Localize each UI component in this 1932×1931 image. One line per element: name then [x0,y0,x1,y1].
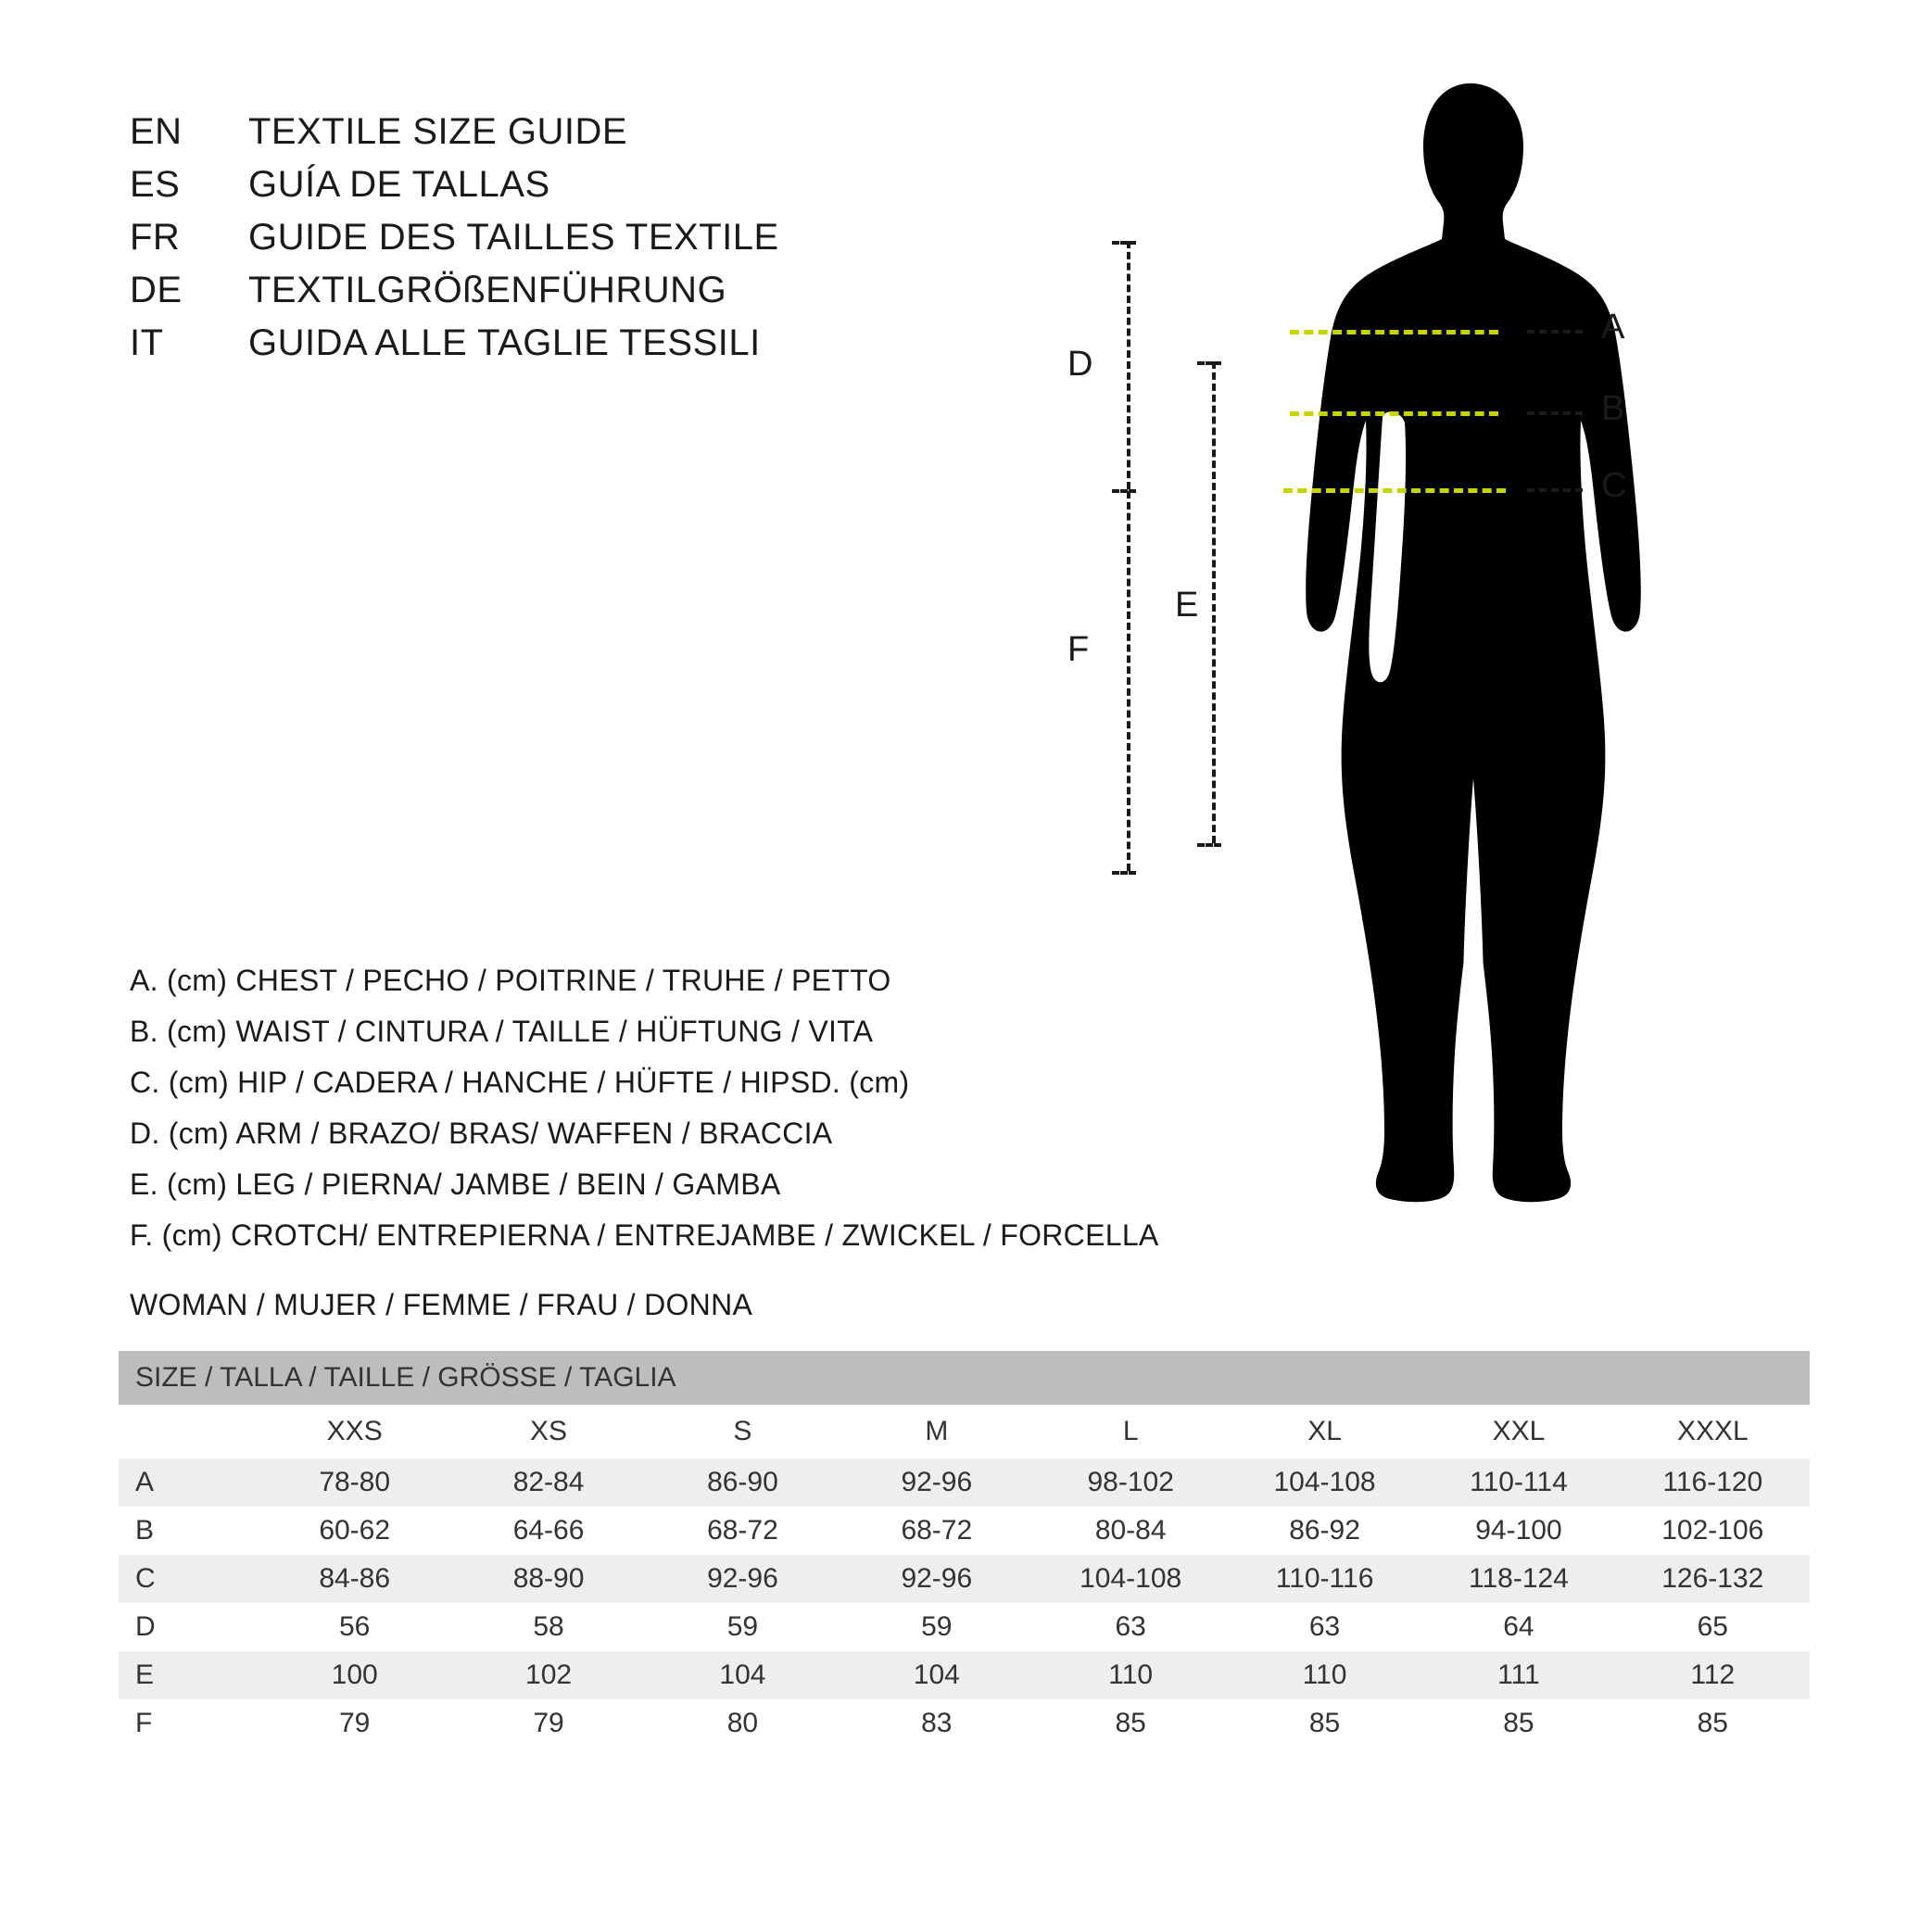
legend-item-c: C. (cm) HIP / CADERA / HANCHE / HÜFTE / HIPSD. (cm) [130,1066,910,1099]
size-header-s: S [646,1405,840,1458]
cell: 59 [646,1603,840,1651]
cell: 110 [1034,1651,1228,1699]
cell: 82-84 [451,1458,645,1507]
cell: 84-86 [258,1555,451,1603]
cell: 110-116 [1228,1555,1421,1603]
cell: 98-102 [1034,1458,1228,1507]
marker-label-a: A [1601,308,1625,347]
arm-dimension-bar [1127,241,1130,489]
language-code: DE [130,270,183,310]
table-row [119,1651,1810,1699]
cell: 92-96 [840,1458,1033,1507]
cell: 63 [1034,1603,1228,1651]
table-row [119,1603,1810,1651]
cell: 104-108 [1228,1458,1421,1507]
waist-measure-line [1290,411,1498,416]
language-title: GUIDA ALLE TAGLIE TESSILI [248,322,761,363]
cell: 64-66 [451,1507,645,1555]
language-title-block [130,111,964,375]
cell: 118-124 [1421,1555,1615,1603]
table-row [119,1699,1810,1748]
table-row [119,1507,1810,1555]
size-header-xxs: XXS [258,1405,451,1458]
arm-dimension-tick-top [1112,241,1136,245]
cell: 102 [451,1651,645,1699]
cell: 102-106 [1616,1507,1810,1555]
legend-item-b: B. (cm) WAIST / CINTURA / TAILLE / HÜFTUNG / VITA [130,1015,874,1048]
size-header-xs: XS [451,1405,645,1458]
arm-dimension-tick-bottom [1112,489,1136,493]
size-header-m: M [840,1405,1033,1458]
cell: 68-72 [646,1507,840,1555]
cell: 110-114 [1421,1458,1615,1507]
sizes-row-blank [119,1405,258,1458]
title-row [130,322,964,364]
cell: 116-120 [1616,1458,1810,1507]
woman-silhouette-icon [1279,74,1668,1214]
marker-label-c: C [1601,466,1627,505]
cell: 104-108 [1034,1555,1228,1603]
cell: 85 [1228,1699,1421,1748]
cell: 79 [258,1699,451,1748]
cell: 59 [840,1603,1033,1651]
cell: 100 [258,1651,451,1699]
cell: 65 [1616,1603,1810,1651]
leg-dimension-bar [1212,361,1216,843]
table-header-band [119,1351,1810,1405]
cell: 79 [451,1699,645,1748]
cell: 112 [1616,1651,1810,1699]
leg-dimension-tick-top [1197,361,1221,365]
cell: 85 [1034,1699,1228,1748]
language-title: TEXTILGRÖßENFÜHRUNG [248,270,727,310]
crotch-dimension-tick-bottom [1112,871,1136,875]
language-code: IT [130,322,164,363]
hip-measure-line [1283,488,1506,493]
cell: 58 [451,1603,645,1651]
language-title: GUIDE DES TAILLES TEXTILE [248,217,779,258]
cell: 111 [1421,1651,1615,1699]
language-code: FR [130,217,181,258]
cell: 64 [1421,1603,1615,1651]
table-header-label: SIZE / TALLA / TAILLE / GRÖSSE / TAGLIA [119,1351,1810,1405]
row-label-d: D [119,1603,258,1651]
size-header-xl: XL [1228,1405,1421,1458]
waist-leader-line [1527,411,1583,415]
cell: 92-96 [840,1555,1033,1603]
cell: 80 [646,1699,840,1748]
cell: 104 [646,1651,840,1699]
size-table [119,1351,1810,1748]
size-header-xxl: XXL [1421,1405,1615,1458]
language-title: GUÍA DE TALLAS [248,164,550,205]
cell: 110 [1228,1651,1421,1699]
cell: 126-132 [1616,1555,1810,1603]
cell: 104 [840,1651,1033,1699]
row-label-a: A [119,1458,258,1507]
legend-item-d: D. (cm) ARM / BRAZO/ BRAS/ WAFFEN / BRACCIA [130,1117,833,1150]
cell: 78-80 [258,1458,451,1507]
language-title: TEXTILE SIZE GUIDE [248,111,628,152]
size-header-xxxl: XXXL [1616,1405,1810,1458]
table-row [119,1555,1810,1603]
row-label-c: C [119,1555,258,1603]
title-row [130,270,964,311]
title-row [130,111,964,153]
language-code: EN [130,111,183,152]
dimension-label-e: E [1175,586,1199,625]
cell: 88-90 [451,1555,645,1603]
legend-item-a: A. (cm) CHEST / PECHO / POITRINE / TRUHE / PETTO [130,964,891,997]
cell: 63 [1228,1603,1421,1651]
cell: 56 [258,1603,451,1651]
chest-leader-line [1527,330,1583,334]
language-code: ES [130,164,181,205]
cell: 86-92 [1228,1507,1421,1555]
table-sizes-row [119,1405,1810,1458]
title-row [130,164,964,206]
size-header-l: L [1034,1405,1228,1458]
legend-item-e: E. (cm) LEG / PIERNA/ JAMBE / BEIN / GAMBA [130,1167,781,1201]
cell: 80-84 [1034,1507,1228,1555]
dimension-label-d: D [1067,345,1093,384]
table-row [119,1458,1810,1507]
legend-item-f: F. (cm) CROTCH/ ENTREPIERNA / ENTREJAMBE / ZWICKEL / FORCELLA [130,1218,1159,1252]
cell: 92-96 [646,1555,840,1603]
cell: 85 [1616,1699,1810,1748]
title-row [130,217,964,259]
crotch-dimension-bar [1127,491,1130,871]
cell: 94-100 [1421,1507,1615,1555]
gender-caption: WOMAN / MUJER / FEMME / FRAU / DONNA [130,1288,753,1321]
measurement-legend [130,964,1242,1269]
hip-leader-line [1527,488,1583,492]
cell: 86-90 [646,1458,840,1507]
row-label-f: F [119,1699,258,1748]
dimension-label-f: F [1067,630,1090,669]
marker-label-b: B [1601,389,1625,428]
row-label-e: E [119,1651,258,1699]
cell: 60-62 [258,1507,451,1555]
leg-dimension-tick-bottom [1197,843,1221,847]
cell: 85 [1421,1699,1615,1748]
cell: 68-72 [840,1507,1033,1555]
cell: 83 [840,1699,1033,1748]
chest-measure-line [1290,330,1498,334]
row-label-b: B [119,1507,258,1555]
